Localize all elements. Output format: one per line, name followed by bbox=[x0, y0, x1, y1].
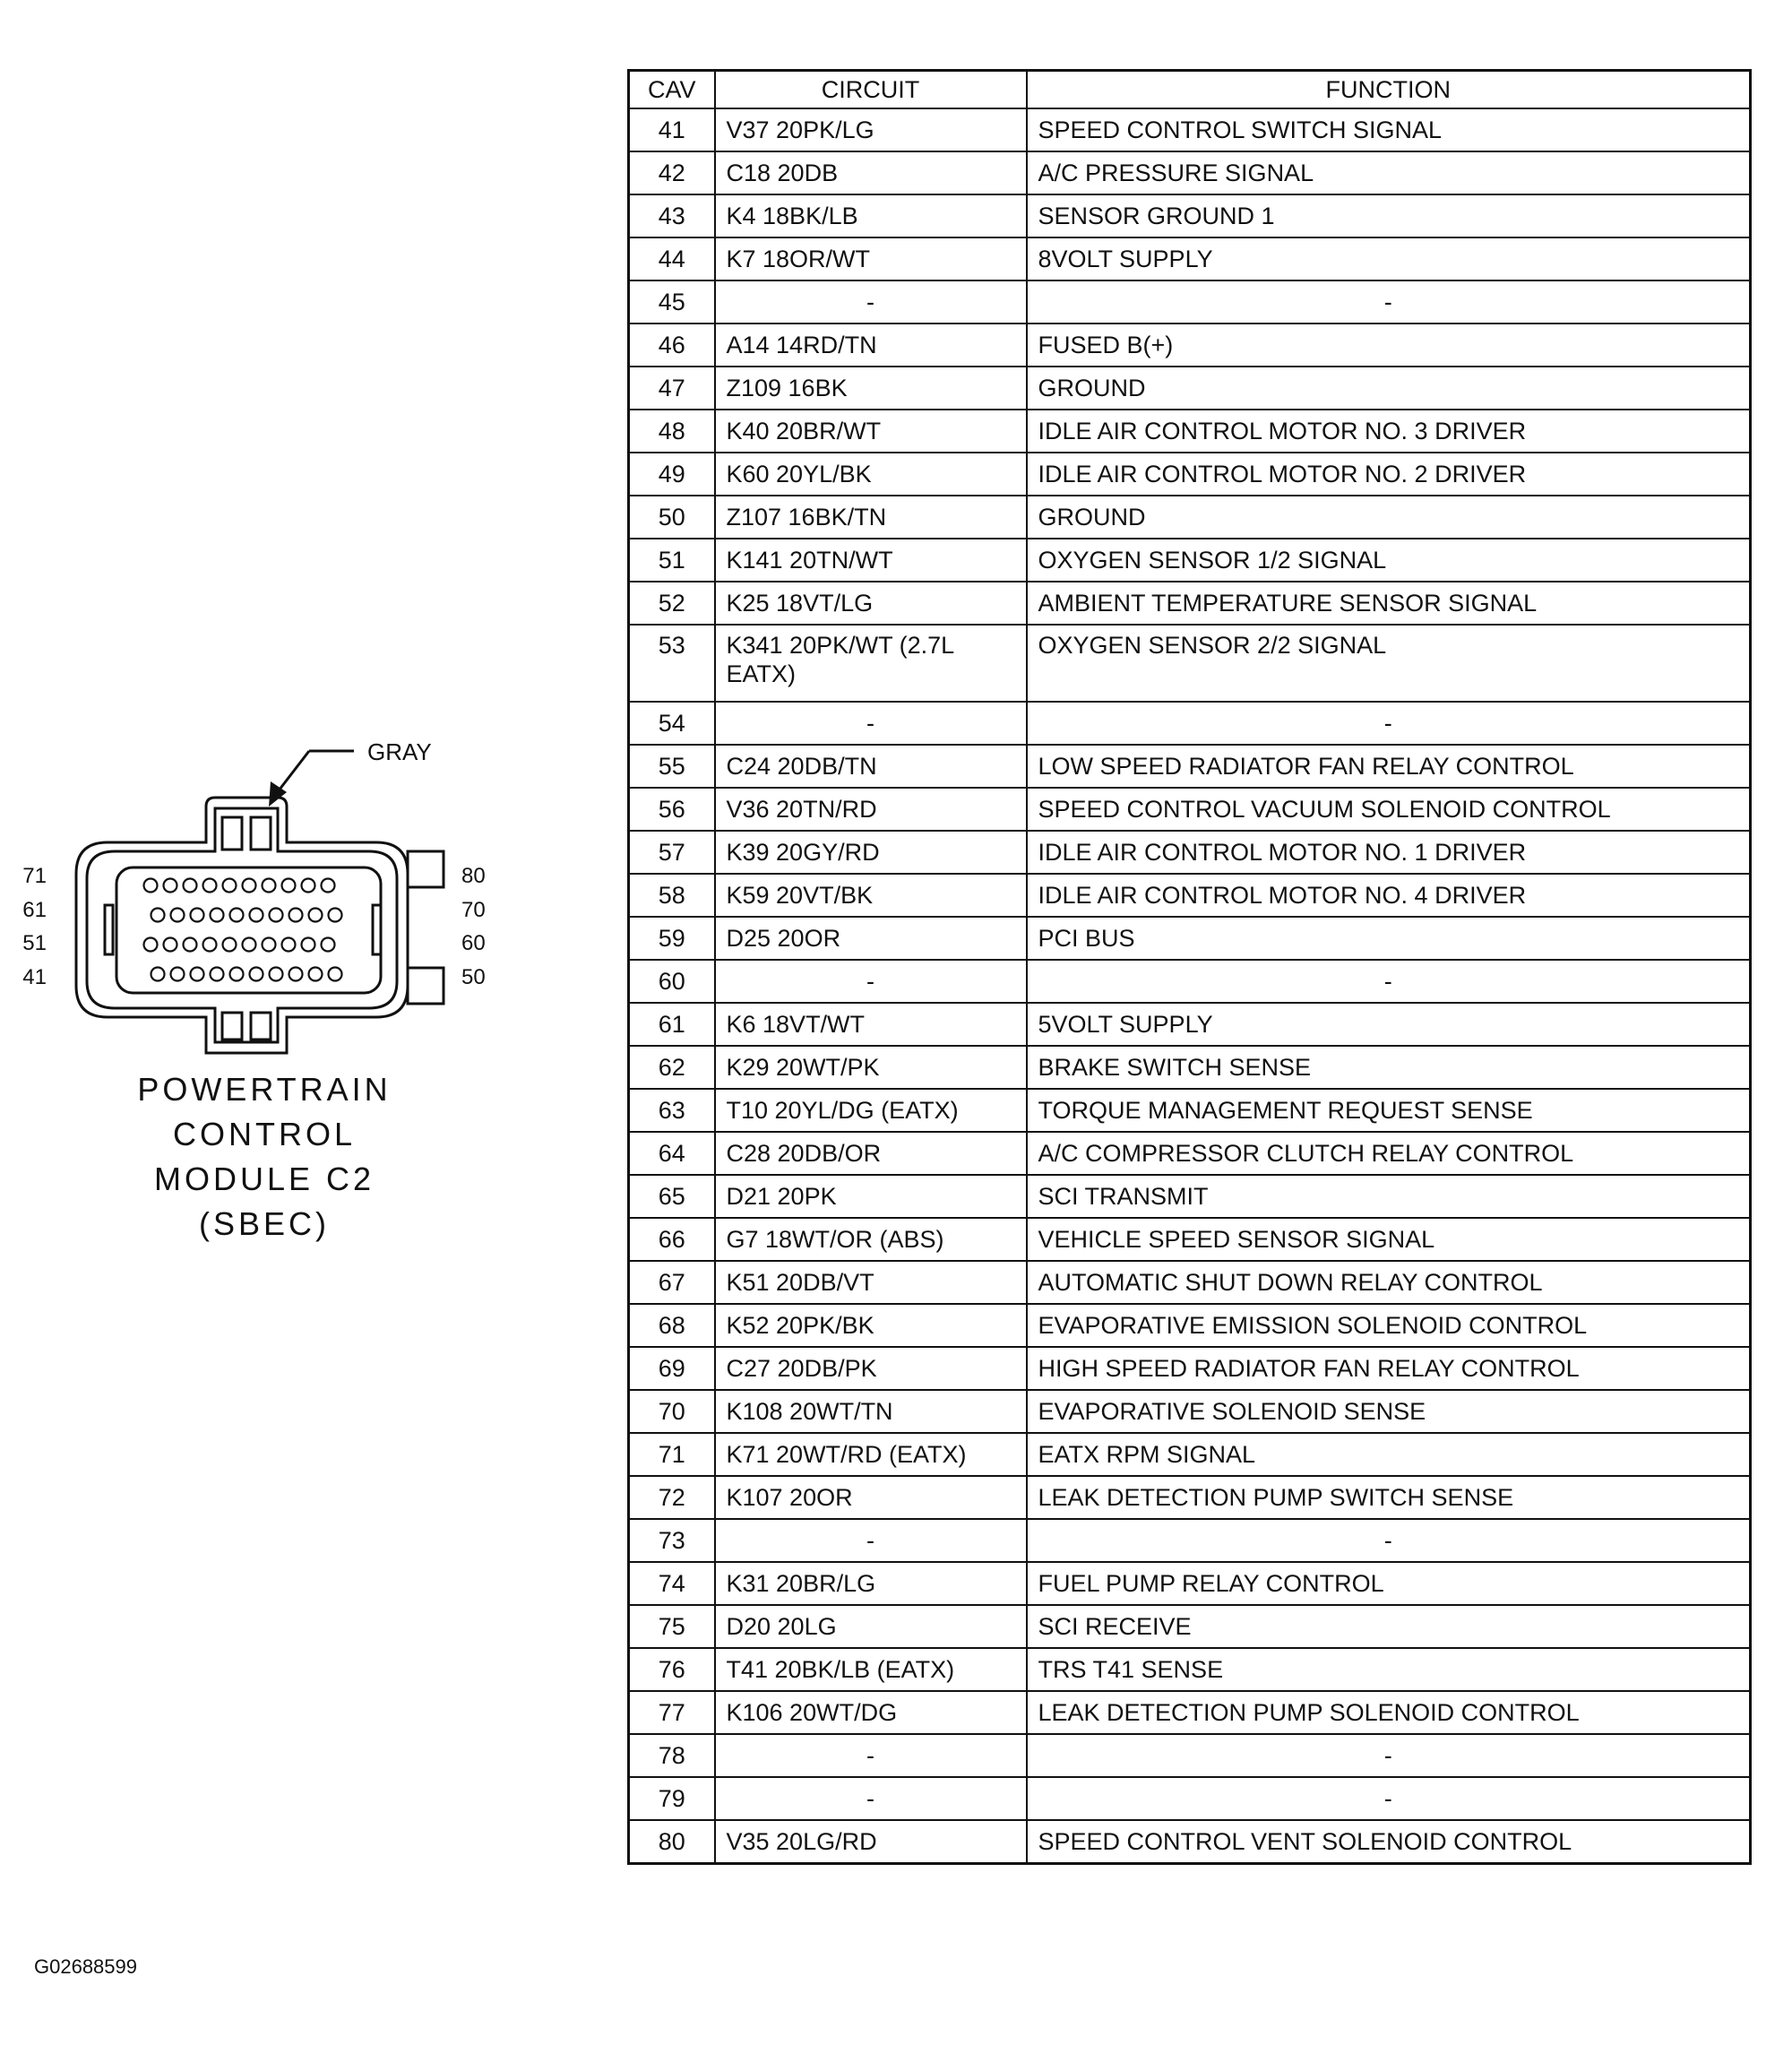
table-row bbox=[629, 1519, 1751, 1562]
pin-cavity bbox=[282, 879, 296, 893]
circuit-cell: K39 20GY/RD bbox=[715, 831, 1027, 874]
circuit-cell: Z109 16BK bbox=[715, 367, 1027, 410]
table-row bbox=[629, 1605, 1751, 1648]
table-row bbox=[629, 1734, 1751, 1777]
circuit-cell: V37 20PK/LG bbox=[715, 108, 1027, 151]
circuit-cell: K29 20WT/PK bbox=[715, 1046, 1027, 1089]
function-cell: IDLE AIR CONTROL MOTOR NO. 2 DRIVER bbox=[1027, 453, 1751, 496]
cav-cell: 42 bbox=[629, 151, 715, 194]
left-pin-label: 61 bbox=[22, 898, 47, 922]
cav-cell: 41 bbox=[629, 108, 715, 151]
cav-cell: 70 bbox=[629, 1390, 715, 1433]
table-row bbox=[629, 453, 1751, 496]
table-header-row bbox=[629, 71, 1751, 109]
pin-cavity bbox=[144, 938, 158, 952]
cav-cell: 64 bbox=[629, 1132, 715, 1175]
circuit-cell: C24 20DB/TN bbox=[715, 745, 1027, 788]
function-cell: OXYGEN SENSOR 1/2 SIGNAL bbox=[1027, 539, 1751, 582]
circuit-cell: - bbox=[715, 280, 1027, 324]
circuit-cell: T10 20YL/DG (EATX) bbox=[715, 1089, 1027, 1132]
connector-body bbox=[76, 798, 444, 1053]
pin-cavity bbox=[243, 938, 256, 952]
function-cell: AUTOMATIC SHUT DOWN RELAY CONTROL bbox=[1027, 1261, 1751, 1304]
pin-cavity bbox=[302, 938, 315, 952]
cav-cell: 65 bbox=[629, 1175, 715, 1218]
function-cell: LEAK DETECTION PUMP SOLENOID CONTROL bbox=[1027, 1691, 1751, 1734]
connector-diagram bbox=[0, 699, 591, 1326]
cav-cell: 51 bbox=[629, 539, 715, 582]
table-row bbox=[629, 1132, 1751, 1175]
pin-cavity bbox=[322, 938, 335, 952]
table-row bbox=[629, 108, 1751, 151]
function-cell: SPEED CONTROL VENT SOLENOID CONTROL bbox=[1027, 1820, 1751, 1864]
cav-cell: 54 bbox=[629, 702, 715, 745]
function-cell: IDLE AIR CONTROL MOTOR NO. 3 DRIVER bbox=[1027, 410, 1751, 453]
cav-cell: 72 bbox=[629, 1476, 715, 1519]
connector-title-line: (SBEC) bbox=[198, 1205, 331, 1242]
circuit-cell: K4 18BK/LB bbox=[715, 194, 1027, 237]
cav-cell: 69 bbox=[629, 1347, 715, 1390]
table-row bbox=[629, 1476, 1751, 1519]
function-cell: SPEED CONTROL SWITCH SIGNAL bbox=[1027, 108, 1751, 151]
table-row bbox=[629, 539, 1751, 582]
function-cell: SCI RECEIVE bbox=[1027, 1605, 1751, 1648]
connector-title-line: CONTROL bbox=[172, 1116, 357, 1152]
pin-cavity bbox=[289, 968, 303, 981]
pin-cavity bbox=[322, 879, 335, 893]
circuit-cell: D21 20PK bbox=[715, 1175, 1027, 1218]
function-cell: FUEL PUMP RELAY CONTROL bbox=[1027, 1562, 1751, 1605]
function-cell: LOW SPEED RADIATOR FAN RELAY CONTROL bbox=[1027, 745, 1751, 788]
circuit-cell: K25 18VT/LG bbox=[715, 582, 1027, 625]
pin-cavity bbox=[230, 909, 244, 922]
pin-cavity bbox=[270, 968, 283, 981]
function-cell: - bbox=[1027, 1519, 1751, 1562]
pin-cavity bbox=[151, 968, 165, 981]
function-cell: - bbox=[1027, 1734, 1751, 1777]
circuit-cell: V36 20TN/RD bbox=[715, 788, 1027, 831]
pin-cavity bbox=[184, 938, 197, 952]
pin-cavity bbox=[263, 879, 276, 893]
pin-field bbox=[144, 879, 342, 981]
right-pin-label: 80 bbox=[461, 864, 486, 888]
function-cell: GROUND bbox=[1027, 367, 1751, 410]
cav-cell: 48 bbox=[629, 410, 715, 453]
circuit-cell: - bbox=[715, 1734, 1027, 1777]
circuit-cell: D20 20LG bbox=[715, 1605, 1027, 1648]
cav-cell: 74 bbox=[629, 1562, 715, 1605]
pin-cavity bbox=[191, 968, 204, 981]
function-cell: EVAPORATIVE EMISSION SOLENOID CONTROL bbox=[1027, 1304, 1751, 1347]
circuit-cell: - bbox=[715, 1519, 1027, 1562]
table-row bbox=[629, 496, 1751, 539]
figure-id: G02688599 bbox=[34, 1955, 137, 1978]
header-circuit: CIRCUIT bbox=[715, 71, 1027, 109]
function-cell: BRAKE SWITCH SENSE bbox=[1027, 1046, 1751, 1089]
function-cell: A/C COMPRESSOR CLUTCH RELAY CONTROL bbox=[1027, 1132, 1751, 1175]
function-cell: - bbox=[1027, 280, 1751, 324]
function-cell: EVAPORATIVE SOLENOID SENSE bbox=[1027, 1390, 1751, 1433]
circuit-cell: T41 20BK/LB (EATX) bbox=[715, 1648, 1027, 1691]
pin-cavity bbox=[171, 909, 185, 922]
pin-cavity bbox=[151, 909, 165, 922]
table-row bbox=[629, 1347, 1751, 1390]
cav-cell: 46 bbox=[629, 324, 715, 367]
table-row bbox=[629, 1218, 1751, 1261]
left-pin-label: 41 bbox=[22, 965, 47, 989]
cav-cell: 80 bbox=[629, 1820, 715, 1864]
function-cell: HIGH SPEED RADIATOR FAN RELAY CONTROL bbox=[1027, 1347, 1751, 1390]
table-row bbox=[629, 1820, 1751, 1864]
circuit-cell: - bbox=[715, 702, 1027, 745]
pin-function-table bbox=[627, 69, 1752, 1865]
pin-cavity bbox=[329, 968, 342, 981]
pin-cavity bbox=[223, 938, 237, 952]
pin-cavity bbox=[329, 909, 342, 922]
circuit-cell: K341 20PK/WT (2.7L EATX) bbox=[715, 625, 1027, 702]
table-row bbox=[629, 788, 1751, 831]
cav-cell: 71 bbox=[629, 1433, 715, 1476]
circuit-cell: K106 20WT/DG bbox=[715, 1691, 1027, 1734]
cav-cell: 47 bbox=[629, 367, 715, 410]
circuit-cell: K52 20PK/BK bbox=[715, 1304, 1027, 1347]
circuit-cell: K108 20WT/TN bbox=[715, 1390, 1027, 1433]
cav-cell: 63 bbox=[629, 1089, 715, 1132]
cav-cell: 79 bbox=[629, 1777, 715, 1820]
circuit-cell: K51 20DB/VT bbox=[715, 1261, 1027, 1304]
function-cell: - bbox=[1027, 960, 1751, 1003]
function-cell: SCI TRANSMIT bbox=[1027, 1175, 1751, 1218]
function-cell: PCI BUS bbox=[1027, 917, 1751, 960]
pin-cavity bbox=[171, 968, 185, 981]
circuit-cell: V35 20LG/RD bbox=[715, 1820, 1027, 1864]
connector-title-line: MODULE C2 bbox=[153, 1161, 375, 1197]
cav-cell: 49 bbox=[629, 453, 715, 496]
circuit-cell: K7 18OR/WT bbox=[715, 237, 1027, 280]
connector-color-label: GRAY bbox=[367, 738, 432, 765]
pin-cavity bbox=[164, 879, 177, 893]
cav-cell: 43 bbox=[629, 194, 715, 237]
pin-cavity bbox=[263, 938, 276, 952]
table-row bbox=[629, 745, 1751, 788]
right-pin-label: 70 bbox=[461, 898, 486, 922]
circuit-cell: C18 20DB bbox=[715, 151, 1027, 194]
circuit-cell: Z107 16BK/TN bbox=[715, 496, 1027, 539]
cav-cell: 50 bbox=[629, 496, 715, 539]
table-row bbox=[629, 702, 1751, 745]
cav-cell: 68 bbox=[629, 1304, 715, 1347]
circuit-cell: C28 20DB/OR bbox=[715, 1132, 1027, 1175]
pin-cavity bbox=[309, 909, 323, 922]
circuit-cell: K59 20VT/BK bbox=[715, 874, 1027, 917]
left-pin-label: 51 bbox=[22, 931, 47, 955]
table-row bbox=[629, 237, 1751, 280]
cav-cell: 78 bbox=[629, 1734, 715, 1777]
cav-cell: 45 bbox=[629, 280, 715, 324]
cav-cell: 59 bbox=[629, 917, 715, 960]
table-row bbox=[629, 1390, 1751, 1433]
table-row bbox=[629, 1089, 1751, 1132]
table-row bbox=[629, 831, 1751, 874]
left-pin-label: 71 bbox=[22, 864, 47, 888]
pin-cavity bbox=[302, 879, 315, 893]
table-row bbox=[629, 1648, 1751, 1691]
cav-cell: 62 bbox=[629, 1046, 715, 1089]
table-row bbox=[629, 367, 1751, 410]
table-row bbox=[629, 582, 1751, 625]
pin-cavity bbox=[223, 879, 237, 893]
circuit-cell: K31 20BR/LG bbox=[715, 1562, 1027, 1605]
circuit-cell: - bbox=[715, 960, 1027, 1003]
function-cell: FUSED B(+) bbox=[1027, 324, 1751, 367]
right-pin-label: 50 bbox=[461, 965, 486, 989]
function-cell: TORQUE MANAGEMENT REQUEST SENSE bbox=[1027, 1089, 1751, 1132]
table-row bbox=[629, 1777, 1751, 1820]
table-row bbox=[629, 874, 1751, 917]
table-row bbox=[629, 410, 1751, 453]
right-pin-label: 60 bbox=[461, 931, 486, 955]
circuit-cell: C27 20DB/PK bbox=[715, 1347, 1027, 1390]
cav-cell: 66 bbox=[629, 1218, 715, 1261]
function-cell: SENSOR GROUND 1 bbox=[1027, 194, 1751, 237]
cav-cell: 60 bbox=[629, 960, 715, 1003]
pin-cavity bbox=[184, 879, 197, 893]
table-row bbox=[629, 151, 1751, 194]
function-cell: SPEED CONTROL VACUUM SOLENOID CONTROL bbox=[1027, 788, 1751, 831]
circuit-cell: A14 14RD/TN bbox=[715, 324, 1027, 367]
cav-cell: 52 bbox=[629, 582, 715, 625]
header-function: FUNCTION bbox=[1027, 71, 1751, 109]
table-row bbox=[629, 625, 1751, 702]
table-row bbox=[629, 917, 1751, 960]
function-cell: - bbox=[1027, 1777, 1751, 1820]
function-cell: TRS T41 SENSE bbox=[1027, 1648, 1751, 1691]
cav-cell: 73 bbox=[629, 1519, 715, 1562]
table-row bbox=[629, 324, 1751, 367]
cav-cell: 57 bbox=[629, 831, 715, 874]
cav-cell: 56 bbox=[629, 788, 715, 831]
pin-cavity bbox=[144, 879, 158, 893]
circuit-cell: D25 20OR bbox=[715, 917, 1027, 960]
circuit-cell: - bbox=[715, 1777, 1027, 1820]
circuit-cell: K60 20YL/BK bbox=[715, 453, 1027, 496]
pin-cavity bbox=[211, 968, 224, 981]
pin-cavity bbox=[270, 909, 283, 922]
circuit-cell: K107 20OR bbox=[715, 1476, 1027, 1519]
table-row bbox=[629, 1261, 1751, 1304]
table-row bbox=[629, 960, 1751, 1003]
cav-cell: 55 bbox=[629, 745, 715, 788]
pin-cavity bbox=[203, 938, 217, 952]
table-row bbox=[629, 1003, 1751, 1046]
table-row bbox=[629, 1691, 1751, 1734]
function-cell: IDLE AIR CONTROL MOTOR NO. 4 DRIVER bbox=[1027, 874, 1751, 917]
pin-cavity bbox=[164, 938, 177, 952]
function-cell: GROUND bbox=[1027, 496, 1751, 539]
connector-title-line: POWERTRAIN bbox=[137, 1071, 392, 1108]
header-cav: CAV bbox=[629, 71, 715, 109]
function-cell: 8VOLT SUPPLY bbox=[1027, 237, 1751, 280]
cav-cell: 53 bbox=[629, 625, 715, 702]
pin-cavity bbox=[309, 968, 323, 981]
pin-cavity bbox=[211, 909, 224, 922]
pin-cavity bbox=[250, 968, 263, 981]
cav-cell: 75 bbox=[629, 1605, 715, 1648]
table-row bbox=[629, 1046, 1751, 1089]
circuit-cell: K40 20BR/WT bbox=[715, 410, 1027, 453]
function-cell: IDLE AIR CONTROL MOTOR NO. 1 DRIVER bbox=[1027, 831, 1751, 874]
pin-cavity bbox=[282, 938, 296, 952]
function-cell: 5VOLT SUPPLY bbox=[1027, 1003, 1751, 1046]
circuit-cell: K71 20WT/RD (EATX) bbox=[715, 1433, 1027, 1476]
cav-cell: 77 bbox=[629, 1691, 715, 1734]
function-cell: EATX RPM SIGNAL bbox=[1027, 1433, 1751, 1476]
function-cell: - bbox=[1027, 702, 1751, 745]
table-row bbox=[629, 1562, 1751, 1605]
function-cell: AMBIENT TEMPERATURE SENSOR SIGNAL bbox=[1027, 582, 1751, 625]
table-row bbox=[629, 194, 1751, 237]
table-row bbox=[629, 1304, 1751, 1347]
pin-cavity bbox=[289, 909, 303, 922]
cav-cell: 67 bbox=[629, 1261, 715, 1304]
pin-cavity bbox=[191, 909, 204, 922]
cav-cell: 76 bbox=[629, 1648, 715, 1691]
table-row bbox=[629, 280, 1751, 324]
circuit-cell: G7 18WT/OR (ABS) bbox=[715, 1218, 1027, 1261]
pin-cavity bbox=[203, 879, 217, 893]
table-row bbox=[629, 1433, 1751, 1476]
function-cell: A/C PRESSURE SIGNAL bbox=[1027, 151, 1751, 194]
pin-cavity bbox=[243, 879, 256, 893]
function-cell: VEHICLE SPEED SENSOR SIGNAL bbox=[1027, 1218, 1751, 1261]
cav-cell: 58 bbox=[629, 874, 715, 917]
function-cell: OXYGEN SENSOR 2/2 SIGNAL bbox=[1027, 625, 1751, 702]
circuit-cell: K6 18VT/WT bbox=[715, 1003, 1027, 1046]
table-row bbox=[629, 1175, 1751, 1218]
circuit-cell: K141 20TN/WT bbox=[715, 539, 1027, 582]
cav-cell: 44 bbox=[629, 237, 715, 280]
pin-cavity bbox=[230, 968, 244, 981]
pin-cavity bbox=[250, 909, 263, 922]
function-cell: LEAK DETECTION PUMP SWITCH SENSE bbox=[1027, 1476, 1751, 1519]
cav-cell: 61 bbox=[629, 1003, 715, 1046]
